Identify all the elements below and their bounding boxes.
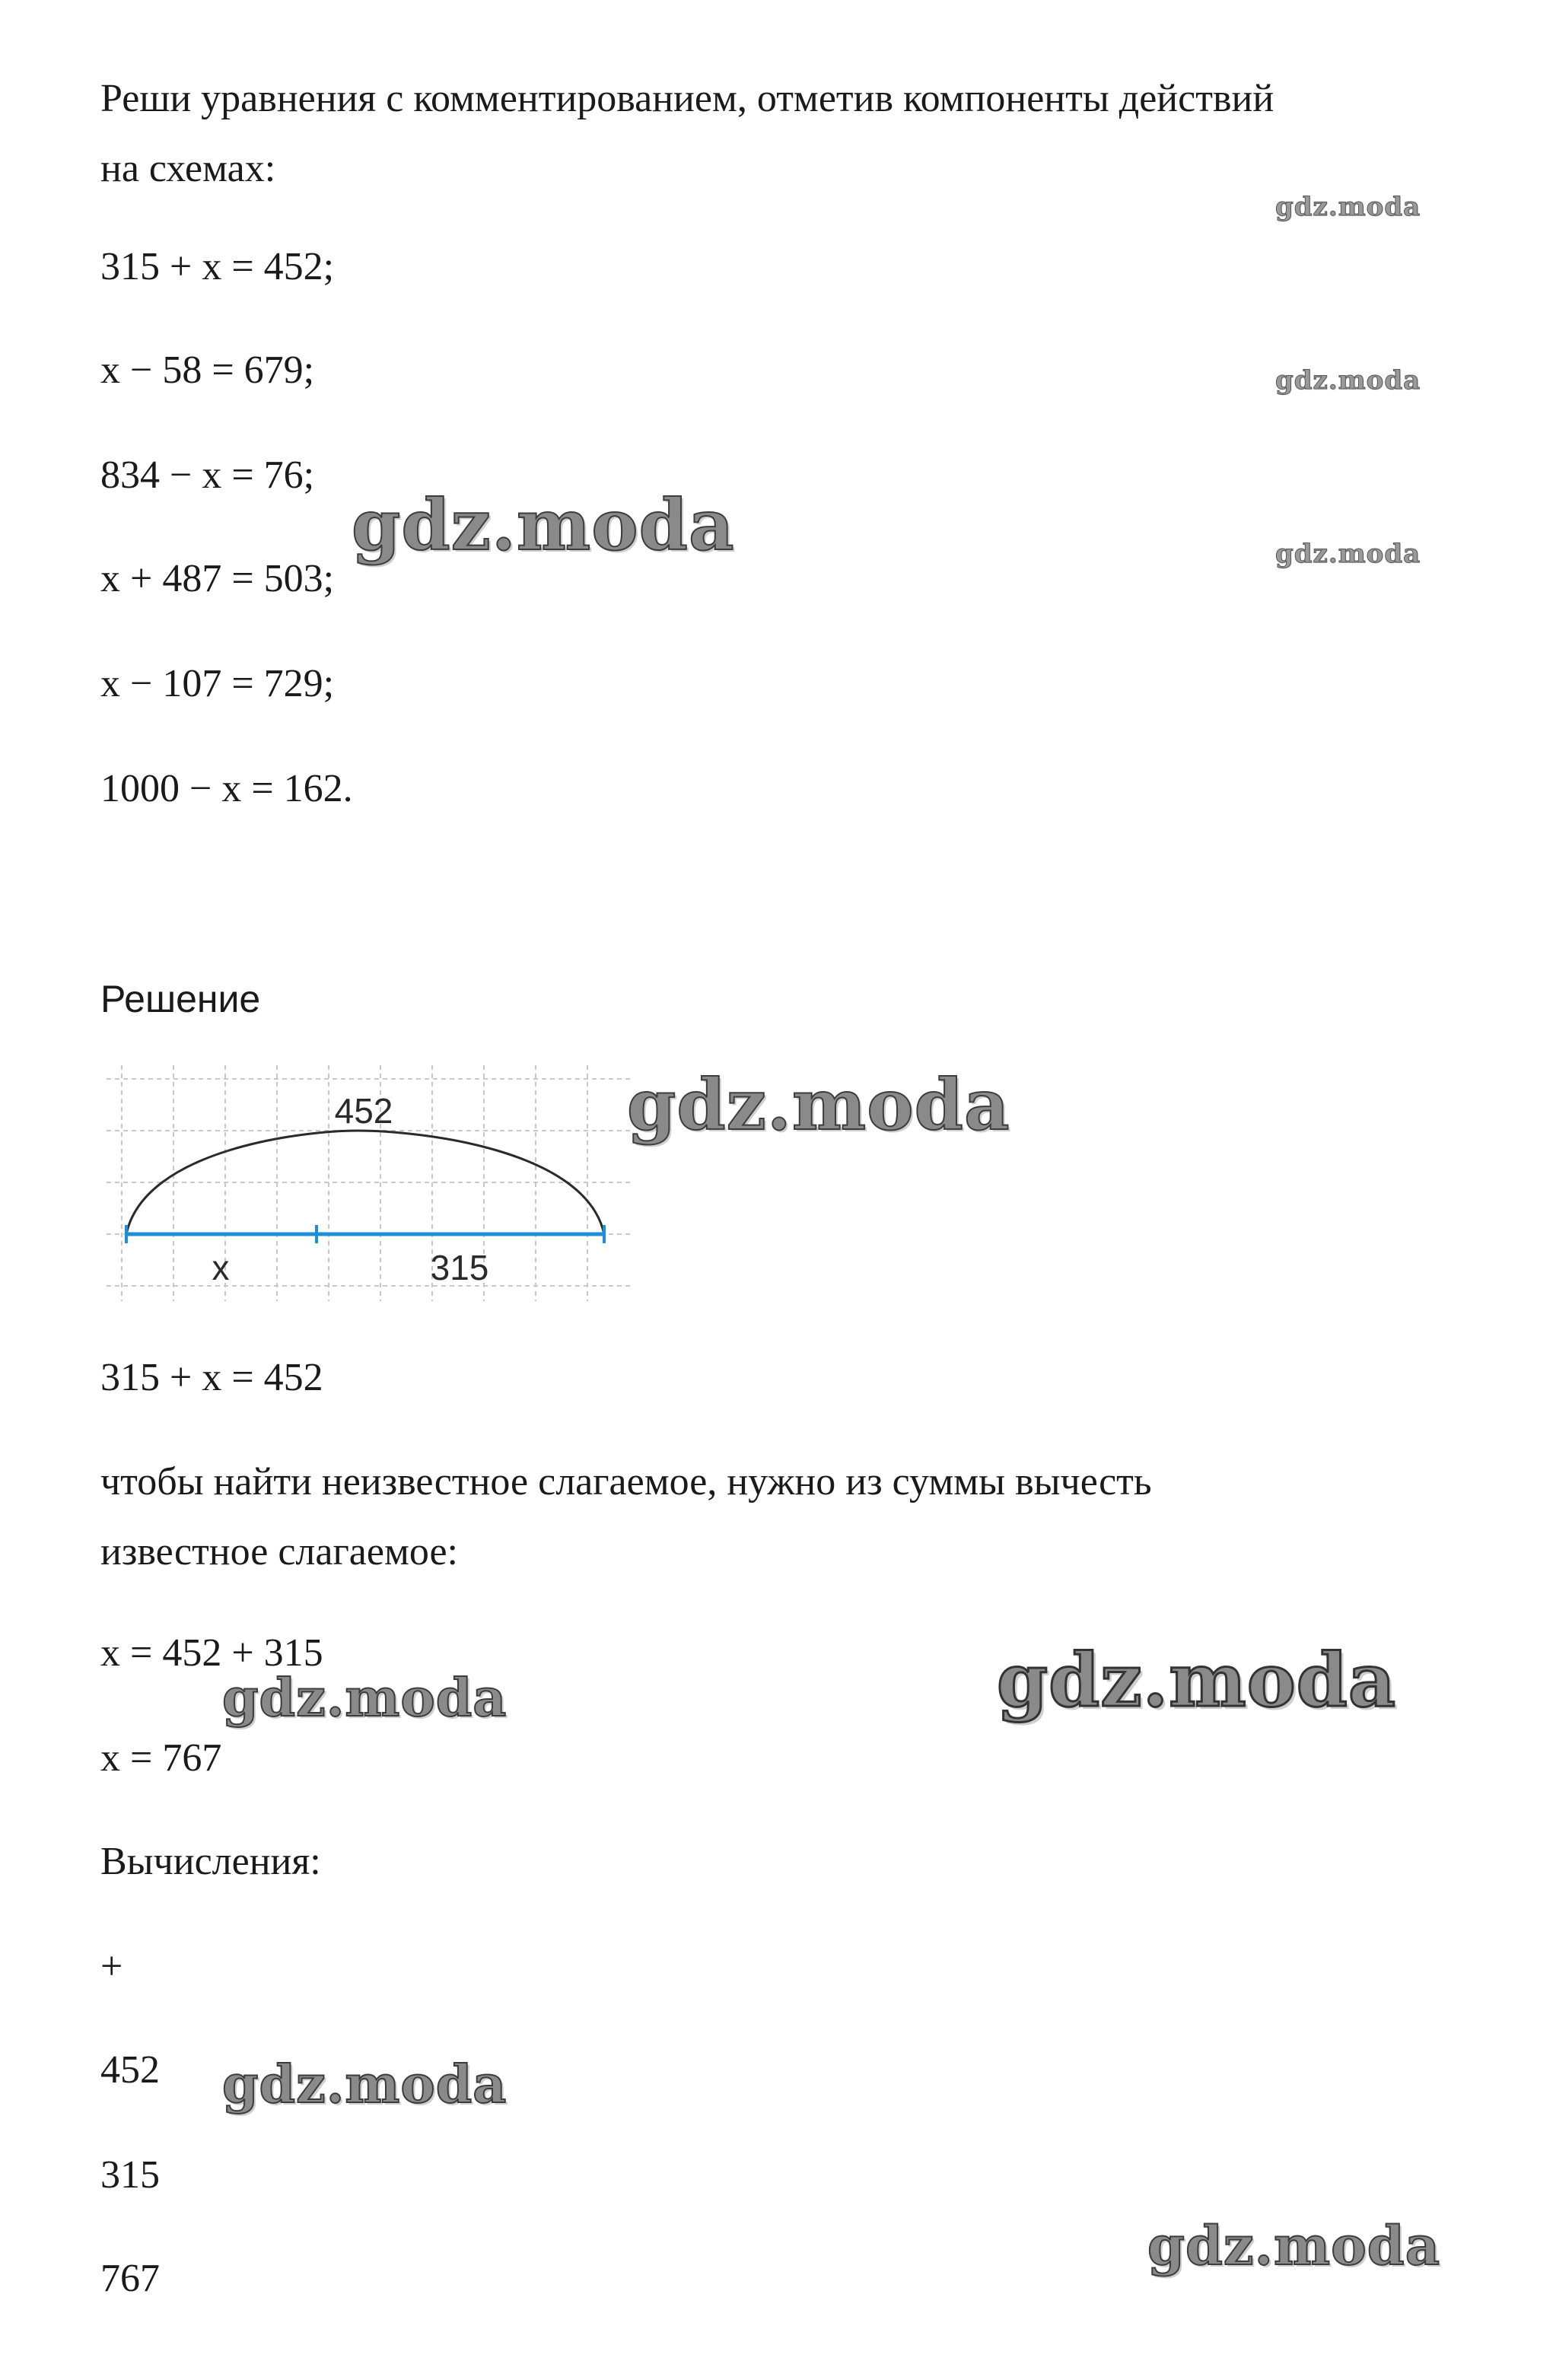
equation-1: 315 + x = 452; bbox=[100, 245, 335, 288]
unknown-label: x bbox=[212, 1248, 230, 1287]
sum-arc bbox=[126, 1131, 604, 1234]
calc-operand-2: 315 bbox=[100, 2153, 160, 2197]
watermark: gdz.moda bbox=[997, 1637, 1397, 1723]
calc-operand-1: 452 bbox=[100, 2048, 160, 2092]
equation-3: 834 − x = 76; bbox=[100, 453, 315, 497]
task-text-line-2: на схемах: bbox=[100, 147, 276, 190]
watermark: gdz.moda bbox=[627, 1064, 1010, 1146]
watermark: gdz.moda bbox=[1275, 539, 1421, 569]
watermark: gdz.moda bbox=[1275, 365, 1421, 396]
watermark: gdz.moda bbox=[222, 2054, 508, 2115]
rule-text-line-1: чтобы найти неизвестное слагаемое, нужно из суммы вычесть bbox=[100, 1460, 1152, 1503]
watermark: gdz.moda bbox=[352, 484, 735, 566]
watermark: gdz.moda bbox=[1275, 192, 1421, 222]
equation-diagram bbox=[99, 1065, 632, 1309]
rule-text-line-2: известное слагаемое: bbox=[100, 1530, 459, 1573]
watermark: gdz.moda bbox=[222, 1668, 508, 1729]
equation-2: x − 58 = 679; bbox=[100, 348, 315, 392]
equation-6: 1000 − x = 162. bbox=[100, 767, 353, 810]
calculations-heading: Вычисления: bbox=[100, 1840, 321, 1883]
calc-result: 767 bbox=[100, 2257, 160, 2300]
solution-step-2: x = 767 bbox=[100, 1736, 222, 1780]
calc-sign: + bbox=[100, 1945, 123, 1988]
equation-5: x − 107 = 729; bbox=[100, 662, 335, 705]
equation-4: x + 487 = 503; bbox=[100, 557, 335, 600]
solution-step-1: x = 452 + 315 bbox=[100, 1631, 323, 1675]
solution-equation: 315 + x = 452 bbox=[100, 1356, 323, 1399]
watermark: gdz.moda bbox=[1147, 2214, 1441, 2277]
solution-heading: Решение bbox=[100, 978, 261, 1020]
sum-label: 452 bbox=[334, 1091, 393, 1131]
diagram-svg bbox=[99, 1065, 632, 1309]
task-text-line-1: Реши уравнения с комментированием, отметив компоненты действий bbox=[100, 77, 1274, 120]
known-label: 315 bbox=[430, 1248, 489, 1287]
